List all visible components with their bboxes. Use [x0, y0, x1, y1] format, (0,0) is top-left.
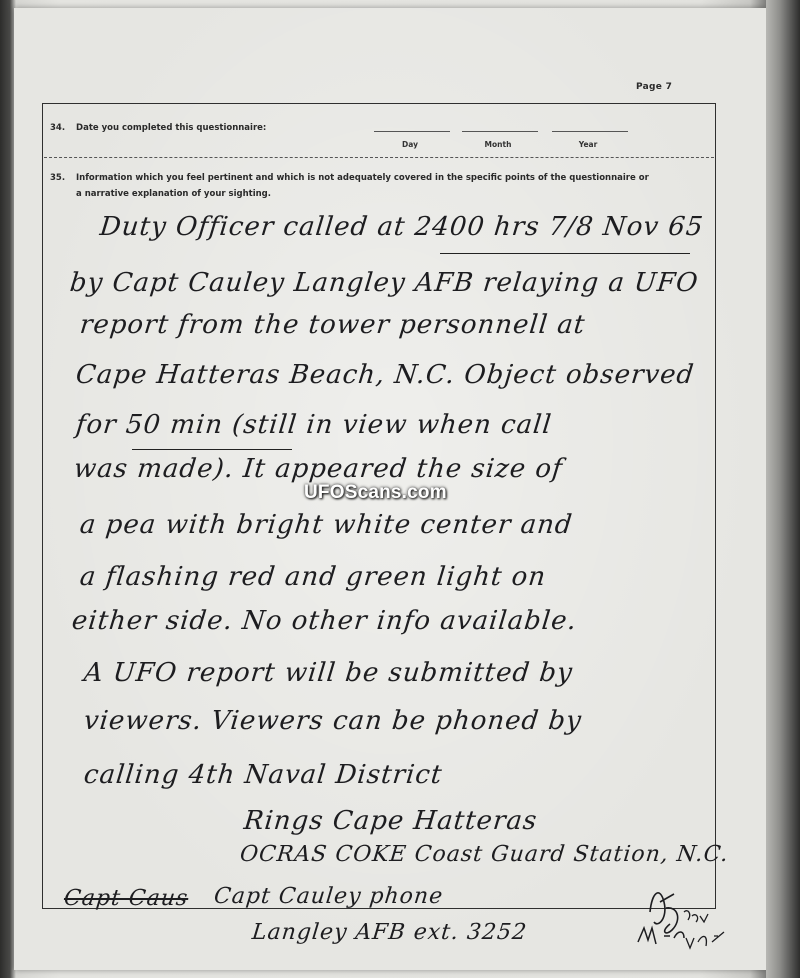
- struck-text: Capt Caus: [62, 886, 190, 911]
- year-line: [552, 131, 628, 132]
- section-divider: [44, 157, 714, 158]
- page-number: Page 7: [636, 82, 673, 92]
- year-field-label: Year: [578, 140, 598, 149]
- scan-edge: [766, 0, 800, 978]
- handwriting-line: Langley AFB ext. 3252: [250, 920, 529, 945]
- signature: [630, 872, 750, 962]
- handwriting-line: was made). It appeared the size of: [72, 454, 565, 484]
- handwriting-line: a flashing red and green light on: [78, 562, 548, 592]
- handwriting-line: report from the tower personnell at: [78, 310, 587, 340]
- handwriting-line: Capt Cauley phone: [212, 884, 445, 909]
- day-line: [374, 131, 450, 132]
- question-34-number: 34.: [50, 123, 66, 133]
- handwriting-line: viewers. Viewers can be phoned by: [82, 706, 584, 736]
- question-35-number: 35.: [50, 173, 66, 183]
- month-field-label: Month: [484, 140, 512, 149]
- handwriting-line: A UFO report will be submitted by: [82, 658, 575, 688]
- handwriting-line: either side. No other info available.: [70, 606, 579, 636]
- question-35-label: Information which you feel pertinent and which is not adequately covered in the specific points of the questionnaire or a narrative explanation of your sighting.: [76, 173, 649, 199]
- handwriting-line: Duty Officer called at 2400 hrs 7/8 Nov 65: [98, 212, 706, 242]
- handwriting-line: Cape Hatteras Beach, N.C. Object observed: [74, 360, 696, 390]
- date-underline: [440, 253, 690, 254]
- question-34-label: Date you completed this questionnaire:: [76, 123, 267, 133]
- watermark: UFOScans.com: [304, 482, 447, 503]
- duration-underline: [132, 449, 292, 450]
- handwriting-line: a pea with bright white center and: [78, 510, 575, 540]
- handwriting-line: calling 4th Naval District: [82, 760, 444, 790]
- question-34: [50, 123, 266, 133]
- handwriting-line: Rings Cape Hatteras: [242, 806, 539, 836]
- handwriting-line: for 50 min (still in view when call: [74, 410, 554, 440]
- handwriting-line: OCRAS COKE Coast Guard Station, N.C.: [238, 842, 731, 867]
- handwriting-line: by Capt Cauley Langley AFB relaying a UFO: [68, 268, 701, 298]
- day-field-label: Day: [402, 140, 418, 149]
- month-line: [462, 131, 538, 132]
